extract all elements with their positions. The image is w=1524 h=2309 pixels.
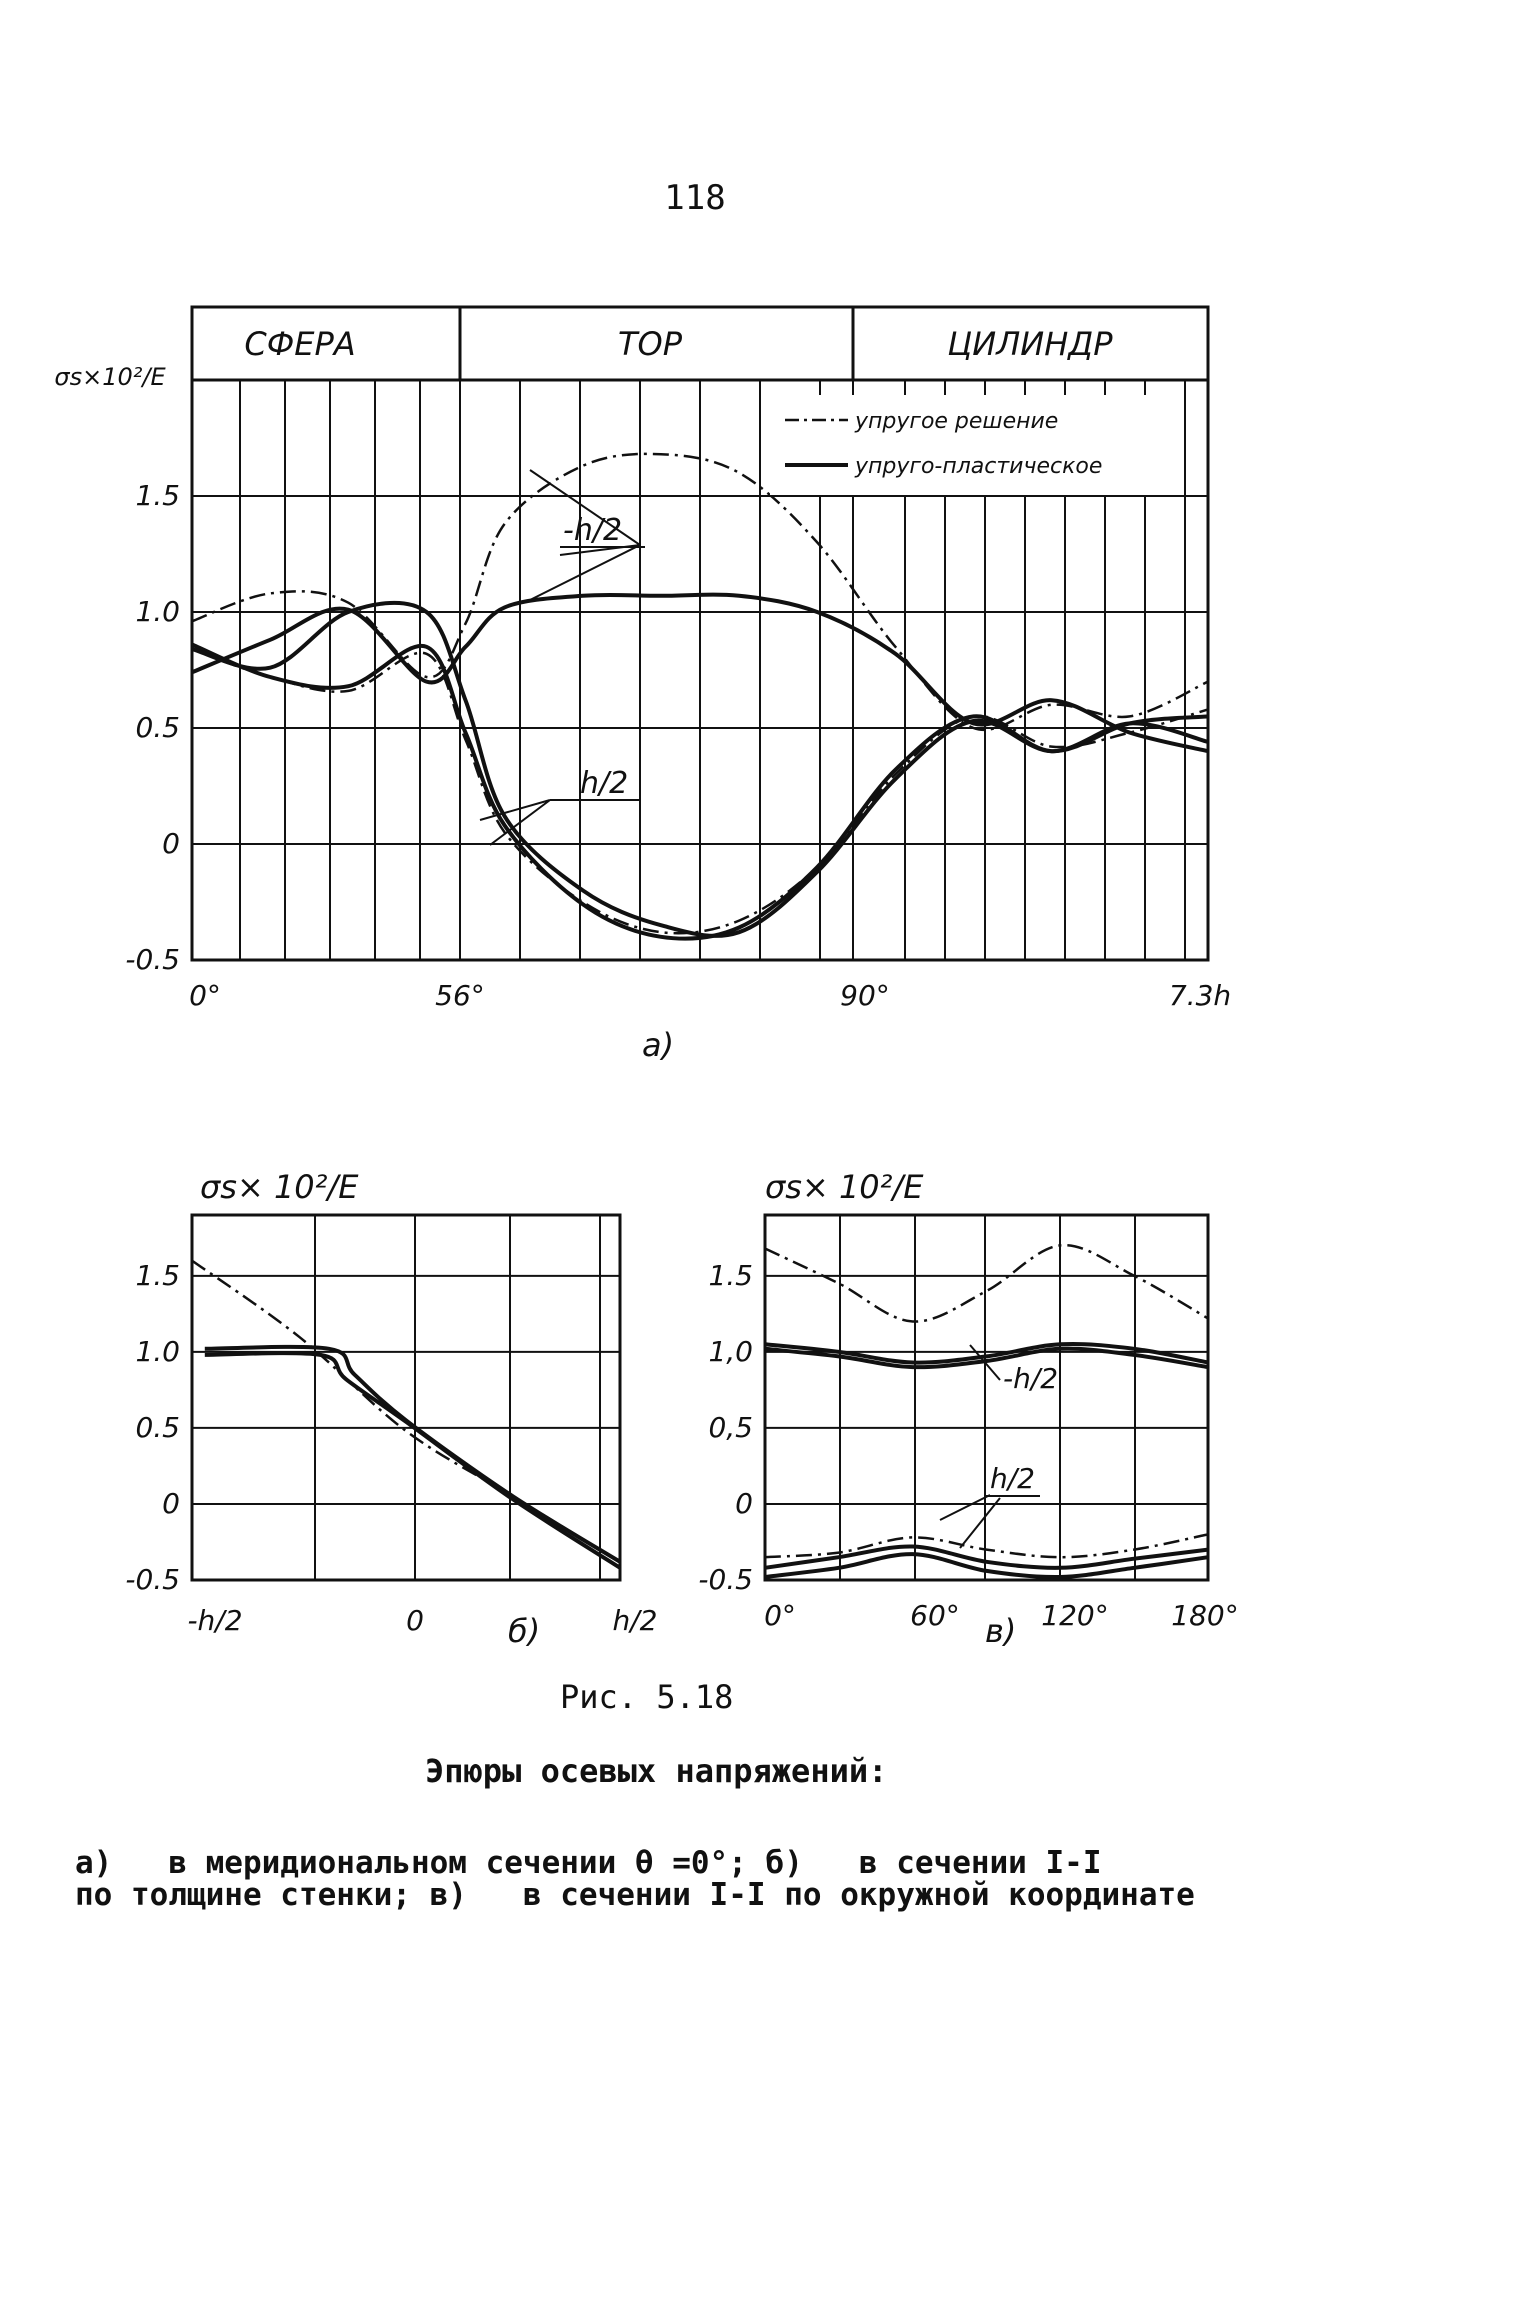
legend-label-elastic: упругое решение xyxy=(855,409,1059,434)
figure-caption-line-2: по толщине стенки; в) в сечении I-I по окружной координате xyxy=(75,1877,1195,1913)
panel-c-series xyxy=(765,1245,1208,1577)
annotation-c-minus-h2: -h/2 xyxy=(1003,1362,1059,1395)
panel-a-x-ticks xyxy=(189,979,1231,1012)
y-tick-label: 0 xyxy=(735,1486,753,1520)
page-number: 118 xyxy=(664,178,726,218)
region-label-torus: ТОР xyxy=(617,325,683,363)
panel-b-y-ticks xyxy=(125,1259,180,1596)
y-tick-label: 0 xyxy=(162,1486,180,1520)
y-tick-label: -0.5 xyxy=(125,943,180,976)
panel-a-y-ticks xyxy=(125,479,180,976)
panel-b xyxy=(125,1168,657,1650)
y-tick-label: 1.0 xyxy=(135,595,180,628)
x-tick-label: 180° xyxy=(1171,1599,1239,1632)
panel-c-y-axis-label: σs× 10²/E xyxy=(765,1168,924,1206)
y-tick-label: 1.5 xyxy=(708,1258,753,1292)
series-line-0 xyxy=(192,1261,620,1562)
x-tick-label: 90° xyxy=(840,979,890,1012)
y-tick-label: -0.5 xyxy=(125,1563,180,1596)
annotation-h2: h/2 xyxy=(580,766,629,801)
x-tick-label: 56° xyxy=(435,979,485,1012)
figure-caption-line-1: а) в меридиональном сечении θ =0°; б) в сечении I-I xyxy=(75,1845,1102,1881)
y-tick-label: 0 xyxy=(162,827,180,860)
panel-c-y-ticks xyxy=(698,1259,753,1596)
x-tick-label: 0° xyxy=(189,979,221,1012)
panel-b-series xyxy=(192,1261,620,1568)
x-tick-label: 0° xyxy=(764,1599,796,1632)
annotation-leader-c-h2 xyxy=(940,1495,1000,1548)
panel-b-x-ticks xyxy=(187,1604,657,1637)
panel-a-label: а) xyxy=(642,1026,675,1064)
series-line-2 xyxy=(205,1353,620,1568)
x-tick-label: h/2 xyxy=(612,1604,658,1637)
panel-a-y-axis-label: σs×10²/E xyxy=(54,363,166,391)
series-line-0 xyxy=(765,1245,1208,1321)
panel-c xyxy=(698,1168,1238,1650)
annotation-minus-h2: -h/2 xyxy=(563,513,623,548)
legend-label-plastic: упруго-пластическое xyxy=(855,454,1103,479)
y-tick-label: 0.5 xyxy=(135,1410,180,1444)
figure-caption-title: Эпюры осевых напряжений: xyxy=(425,1752,888,1790)
panel-c-grid xyxy=(765,1215,1208,1580)
x-tick-label: 0 xyxy=(406,1604,424,1637)
y-tick-label: 1,0 xyxy=(708,1334,753,1368)
annotation-c-h2: h/2 xyxy=(990,1462,1035,1495)
series-line-3 xyxy=(765,1534,1208,1557)
panel-a xyxy=(54,307,1231,1064)
y-tick-label: -0.5 xyxy=(698,1563,753,1596)
x-tick-label: 60° xyxy=(910,1599,960,1632)
y-tick-label: 0.5 xyxy=(135,711,180,744)
y-tick-label: 1.5 xyxy=(135,479,180,512)
panel-c-label: в) xyxy=(985,1612,1017,1650)
x-tick-label: 7.3h xyxy=(1168,979,1232,1012)
y-tick-label: 0,5 xyxy=(708,1410,753,1444)
region-label-sphere: СФЕРА xyxy=(244,325,356,363)
panel-c-frame xyxy=(765,1215,1208,1580)
y-tick-label: 1.5 xyxy=(135,1258,180,1292)
y-tick-label: 1.0 xyxy=(135,1334,180,1368)
panel-b-y-axis-label: σs× 10²/E xyxy=(200,1168,359,1206)
x-tick-label: -h/2 xyxy=(187,1604,243,1637)
figure-caption-number: Рис. 5.18 xyxy=(560,1678,734,1716)
panel-b-label: б) xyxy=(508,1612,541,1650)
x-tick-label: 120° xyxy=(1041,1599,1109,1632)
region-label-cylinder: ЦИЛИНДР xyxy=(947,325,1113,363)
